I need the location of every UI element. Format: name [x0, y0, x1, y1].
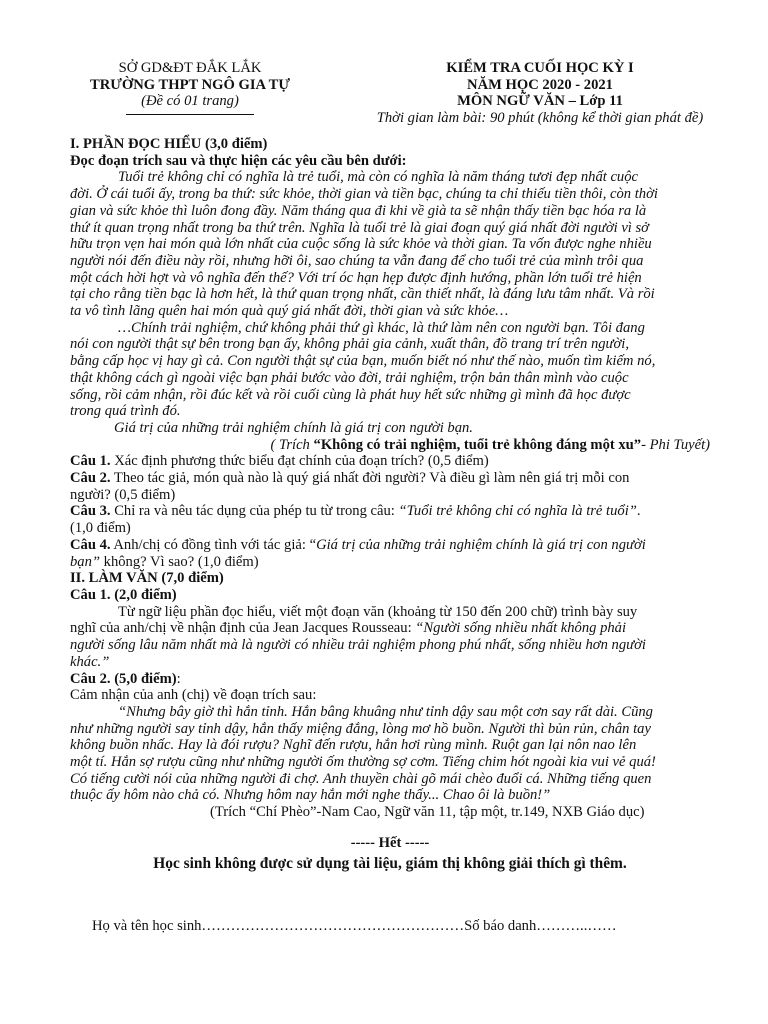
question-text: không? Vì sao? (1,0 điểm) [100, 553, 259, 570]
question-label: Câu 4. [70, 536, 111, 553]
passage-source [70, 437, 710, 454]
literary-excerpt [70, 704, 710, 804]
question-label: Câu 1. [70, 453, 111, 470]
excerpt-line: không buồn nhấc. Hay là đói rượu? Nghĩ đến rượu, hắn hơi rùng mình. Ruột gan lại nôn nao lên [70, 737, 637, 754]
question-2 [70, 470, 710, 487]
excerpt-source: (Trích “Chí Phèo”-Nam Cao, Ngữ văn 11, tập một, tr.149, NXB Giáo dục) [210, 804, 645, 821]
source-author: - Phi Tuyết) [641, 436, 710, 453]
passage-line: gian và sức khỏe thì luôn đong đầy. Năm tháng qua đi khi về già ta sẽ nhận thấy tiền bạc hóa ra là [70, 202, 647, 219]
q2-label: Câu 2. (5,0 điểm) [70, 670, 177, 687]
question-text: Xác định phương thức biểu đạt chính của đoạn trích? (0,5 điểm) [110, 453, 489, 470]
spacer [70, 821, 710, 835]
question-quote: “Tuổi trẻ không chỉ có nghĩa là trẻ tuổi” [398, 503, 637, 520]
source-prefix: ( Trích [270, 436, 314, 453]
excerpt-line: “Nhưng bây giờ thì hắn tỉnh. Hắn bâng khuâng như tỉnh dậy sau một cơn say rất dài. Cũng [118, 703, 653, 720]
writing-question-1-text [70, 620, 710, 637]
passage-line: sống, rồi cảm nhận, rồi đúc kết và rồi cuối cùng là phát huy hết sức những gì mình đã học được [70, 386, 631, 403]
q1-quote: khác.” [70, 653, 110, 670]
question-1 [70, 453, 710, 470]
q2-colon: : [176, 670, 181, 687]
source-title: “Không có trải nghiệm, tuổi trẻ không đáng một xu” [313, 436, 642, 453]
passage-line: thứ ít quan trọng nhất trong ba thứ trên. Nghĩa là tuổi trẻ là giai đoạn quý giá nhất đời người vì sở [70, 219, 649, 236]
question-quote: Giá trị của những trải nghiệm chính là giá trị con người [316, 536, 646, 553]
department-name: SỞ GD&ĐT ĐẮK LẮK [118, 60, 262, 76]
excerpt-line: Có tiếng cười nói của những người đi chợ. Anh thuyền chài gõ mái chèo đuổi cá. Những tiếng quen [70, 770, 652, 787]
question-3 [70, 503, 710, 520]
time-allowed: Thời gian làm bài: 90 phút (không kể thời gian phát đề) [376, 110, 704, 127]
excerpt-line: thuộc ấy hôm nào chả có. Nhưng hôm nay hắn mới nghe thấy... Chao ôi là buồn!” [70, 787, 551, 804]
question-2-cont: người? (0,5 điểm) [70, 486, 176, 503]
question-text: Anh/chị có đồng tình với tác giả: “ [110, 536, 317, 553]
excerpt-line: một tí. Hắn sợ rượu cũng như những người ốm thường sợ cơm. Tiếng chim hót ngoài kia vui vẻ quá! [70, 754, 656, 771]
question-label: Câu 2. [70, 470, 111, 487]
passage-paragraph-3: Giá trị của những trải nghiệm chính là giá trị con người bạn. [114, 419, 473, 436]
passage-line: một cách hời hợt và vô nghĩa đến thế? Với trí óc hạn hẹp được định hướng, phần lớn tuổi trẻ hiện [70, 269, 642, 286]
question-3-cont: (1,0 điểm) [70, 520, 131, 537]
reading-heading: I. PHẦN ĐỌC HIỂU (3,0 điểm) [70, 136, 268, 152]
passage-paragraph-1 [70, 169, 710, 319]
exam-body [70, 136, 710, 872]
writing-question-1-label: Câu 1. (2,0 điểm) [70, 586, 177, 603]
passage-line: thật không cách gì ngoài việc bạn phải bước vào đời, trải nghiệm, trộn bản thân mình vào cuộc [70, 369, 629, 386]
exam-title: KIỂM TRA CUỐI HỌC KỲ I [446, 60, 634, 76]
question-label: Câu 3. [70, 503, 111, 520]
passage-paragraph-2 [70, 320, 710, 420]
passage-line: trong quá trình đó. [70, 403, 181, 420]
question-4 [70, 537, 710, 554]
question-quote: bạn” [70, 553, 101, 570]
passage-line: người nói đến điều này rồi, nhưng hỡi ôi, sao chúng ta vẫn đang để cho tuổi trẻ của mình trôi qua [70, 252, 644, 269]
q1-text: nghĩ của anh/chị về nhận định của Jean Jacques Rousseau: [70, 620, 416, 637]
passage-line: …Chính trải nghiệm, chứ không phải thứ gì khác, là thứ làm nên con người bạn. Tôi đang [118, 319, 645, 336]
passage-line: ta vô tình lãng quên hai món quà quý giá nhất đời, thời gian và sức khỏe… [70, 303, 509, 320]
header-divider [126, 114, 254, 115]
page-count-note: (Đề có 01 trang) [141, 93, 239, 110]
passage-line: Tuổi trẻ không chỉ có nghĩa là trẻ tuổi, mà còn có nghĩa là năm tháng tươi đẹp nhất cuộc [118, 169, 638, 186]
question-text-end: . [636, 503, 641, 520]
passage-line: tại cho rằng tiền bạc là hơn hết, là thứ quan trọng nhất, cần thiết nhất, là đáng lưu tâm nhất. Và rồi [70, 286, 655, 303]
question-text: Theo tác giả, món quà nào là quý giá nhất đời người? Và điều gì làm nên giá trị mỗi con [110, 470, 630, 487]
writing-heading: II. LÀM VĂN (7,0 điểm) [70, 570, 224, 587]
exam-note: Học sinh không được sử dụng tài liệu, giám thị không giải thích gì thêm. [153, 854, 627, 872]
subject-line: MÔN NGỮ VĂN – Lớp 11 [457, 93, 623, 110]
exam-header [330, 60, 750, 127]
school-name: TRƯỜNG THPT NGÔ GIA TỰ [89, 76, 291, 93]
passage-line: hữu trọn vẹn hai món quà lớn nhất của cuộc sống là sức khỏe và thời gian. Ta vốn được nghe nhiều [70, 236, 652, 253]
question-text: Chỉ ra và nêu tác dụng của phép tu từ trong câu: [110, 503, 399, 520]
school-year: NĂM HỌC 2020 - 2021 [467, 76, 613, 93]
writing-question-2-prompt: Cảm nhận của anh (chị) về đoạn trích sau: [70, 687, 317, 704]
passage-line: nói con người thật sự bên trong bạn ấy, không phải gia cảnh, xuất thân, đồ trang trí trên người, [70, 336, 629, 353]
school-header [70, 60, 310, 115]
student-info-line: Họ và tên học sinh………………………………………………Số báo danh………..…… [92, 918, 617, 934]
excerpt-line: như những người say tỉnh dậy, hắn thấy miệng đắng, lòng mơ hồ buồn. Người thì bủn rủn, chân tay [70, 720, 651, 737]
end-marker: ----- Hết ----- [350, 834, 430, 851]
passage-line: bằng cấp học vị hay gì cả. Con người thật sự của bạn, muốn biết nó như thế nào, muốn tìm kiếm nó, [70, 353, 656, 370]
question-4-cont [70, 554, 710, 571]
writing-question-2-label [70, 671, 710, 688]
reading-instruction: Đọc đoạn trích sau và thực hiện các yêu cầu bên dưới: [70, 152, 407, 169]
q1-quote: “Người sống nhiều nhất không phải [415, 620, 627, 637]
writing-question-1-text: Từ ngữ liệu phần đọc hiểu, viết một đoạn văn (khoảng từ 150 đến 200 chữ) trình bày suy [118, 603, 638, 620]
passage-line: đời. Ở cái tuổi ấy, trong ba thứ: sức khỏe, thời gian và tiền bạc, chúng ta chỉ thiếu tiền thôi, còn thời [70, 186, 658, 203]
q1-quote: người sống lâu năm nhất mà là người có nhiều trải nghiệm phong phú nhất, sống nhiều hơn người [70, 637, 646, 654]
